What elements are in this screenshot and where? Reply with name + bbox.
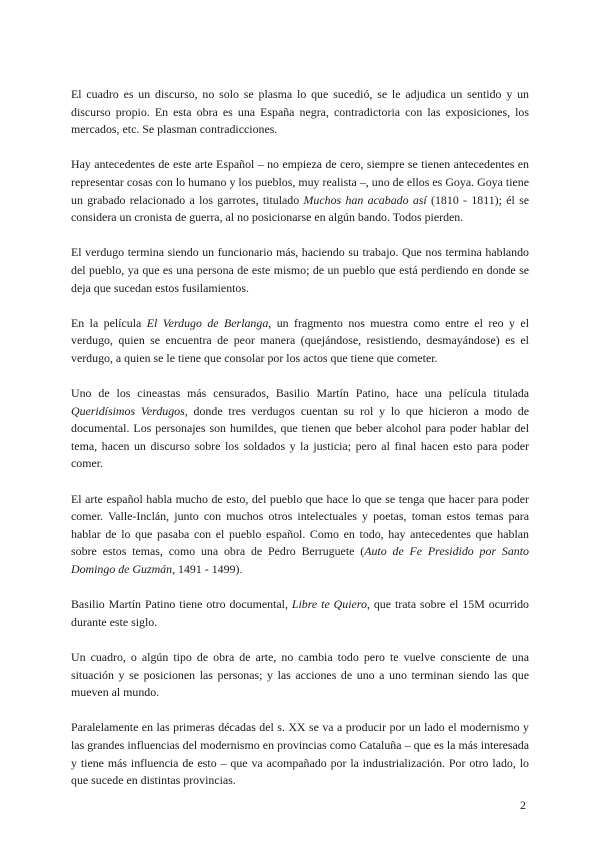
paragraph-4-text-2: , un fragmento nos muestra como entre el reo y el verdugo, quien se encuentra de peor manera (quejándose, resistiendo, desmayándose) es el verdugo, a quien se le tiene que consolar por los actos que tiene que cometer. [71,315,529,365]
paragraph-6 [71,491,529,579]
paragraph-8-text: Un cuadro, o algún tipo de obra de arte, no cambia todo pero te vuelve consciente de una situación y se posicionen las personas; y las acciones de uno a uno terminan siendo las que mueven al mundo. [71,650,529,700]
paragraph-4 [71,315,529,368]
paragraph-5-text-2: , donde tres verdugos cuentan su rol y lo que hicieron a modo de documental. Los personajes son humildes, que tienen que beber alcohol para poder hablar del tema, hacen un discurso sobre los soldados y la justicia; pero al final hacen esto para poder comer. [71,403,529,471]
paragraph-6-artwork-title: Auto de Fe Presidido por Santo Domingo de Guzmán [71,544,529,577]
page-number: 2 [520,798,526,812]
paragraph-9-text: Paralelamente en las primeras décadas del s. XX se va a producir por un lado el modernismo y las grandes influencias del modernismo en provincias como Cataluña – que es la más interesada y tiene más influencia de esto – que va acompañado por la industrialización. Por otro lado, lo que sucede en distintas provincias. [71,720,529,788]
paragraph-1 [71,86,529,139]
paragraph-8 [71,649,529,702]
paragraph-7-film-title: Libre te Quiero [291,597,367,612]
paragraph-2-text-1: Hay antecedentes de este arte Español – no empieza de cero, siempre se tienen antecedentes en representar cosas con lo humano y los pueblos, muy realista –, uno de ellos es Goya. Goya tiene un grabado relacionado a los garrotes, titulado [71,157,529,207]
paragraph-5-text-1: Uno de los cineastas más censurados, Basilio Martín Patino, hace una película titulada [71,386,529,401]
paragraph-5-film-title: Queridísimos Verdugos [71,403,185,418]
paragraph-7-text-2: , que trata sobre el 15M ocurrido durante este siglo. [71,597,529,629]
paragraph-6-text-1: El arte español habla mucho de esto, del pueblo que hace lo que se tenga que hacer para poder comer. Valle-Inclán, junto con muchos otros intelectuales y poetas, toman estos temas para hablar de lo que pasaba con el pueblo español. Como en todo, hay antecedentes que hablan sobre estos temas, como una obra de Pedro Berruguete ( [71,491,529,559]
paragraph-3-text: El verdugo termina siendo un funcionario más, haciendo su trabajo. Que nos termina hablando del pueblo, ya que es una persona de este mismo; de un pueblo que está perdiendo en donde se deja que sucedan estos fusilamientos. [71,245,529,295]
page-body [71,86,529,807]
paragraph-4-text-1: En la película [71,315,147,330]
paragraph-6-text-2: , 1491 - 1499). [172,562,243,577]
paragraph-4-film-title: El Verdugo de Berlanga [146,315,269,330]
paragraph-5 [71,385,529,473]
paragraph-1-text: El cuadro es un discurso, no solo se plasma lo que sucedió, se le adjudica un sentido y un discurso propio. En esta obra es una España negra, contradictoria con las exposiciones, los mercados, etc. Se plasman contradicciones. [71,87,529,137]
paragraph-9 [71,719,529,789]
paragraph-3 [71,244,529,297]
paragraph-2-text-2: (1810 - 1811); él se considera un cronista de guerra, al no posicionarse en algún bando. Todos pierden. [71,192,530,225]
paragraph-7-text-1: Basilio Martín Patino tiene otro documental, [71,597,292,612]
paragraph-2 [71,156,529,226]
paragraph-2-artwork-title: Muchos han acabado así [303,192,427,207]
paragraph-7 [71,596,529,631]
